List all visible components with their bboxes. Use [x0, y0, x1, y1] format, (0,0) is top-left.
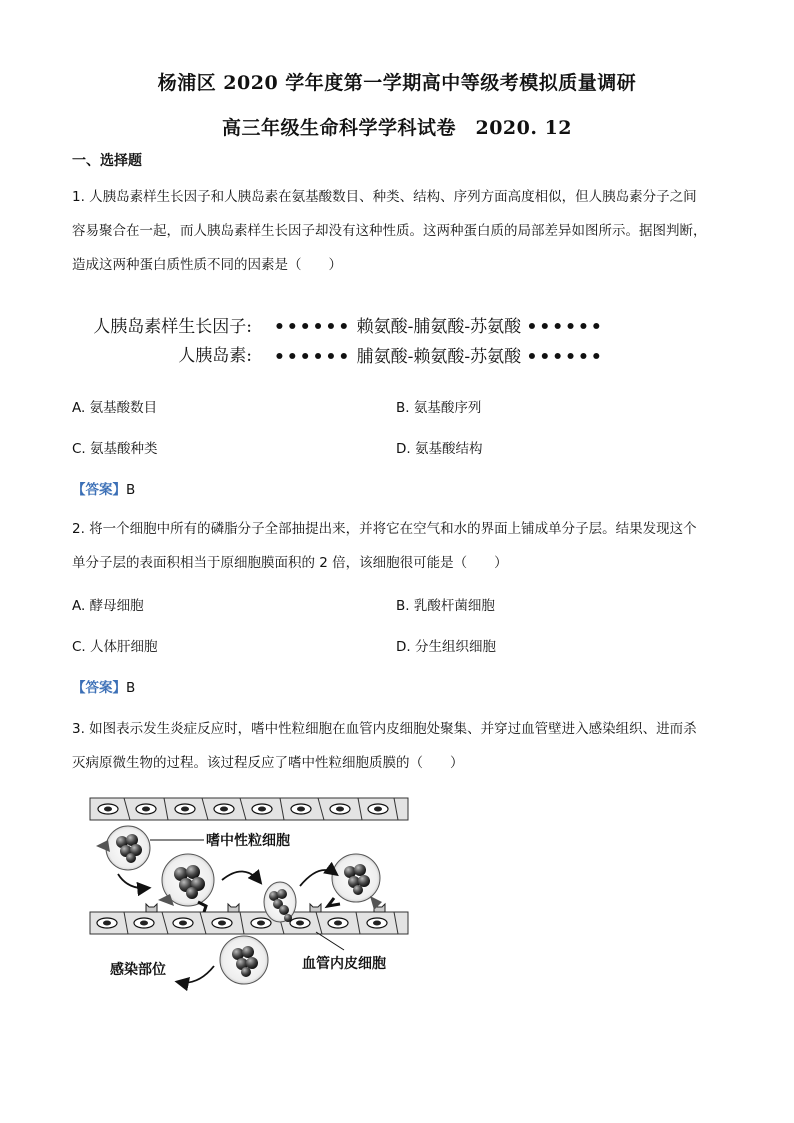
- endothelial-label-line: [316, 932, 344, 950]
- question-2-line-2: 单分子层的表面积相当于原细胞膜面积的 2 倍，该细胞很可能是（ ）: [72, 555, 508, 571]
- q1-answer-tag: 【答案】: [72, 482, 126, 498]
- q1-answer: [72, 478, 135, 498]
- q1-option-b[interactable]: B. 氨基酸序列: [396, 400, 482, 416]
- sequence-1-dots-right: ••••••: [526, 317, 604, 337]
- q1-option-a[interactable]: A. 氨基酸数目: [72, 400, 158, 416]
- neutrophil-2: [158, 854, 214, 912]
- neutrophil-migration-figure: [88, 790, 418, 1000]
- sequence-1-label: 人胰岛素样生长因子:: [93, 317, 252, 337]
- q2-option-c[interactable]: C. 人体肝细胞: [72, 639, 158, 655]
- neutrophil-3: [264, 882, 296, 922]
- q2-option-d[interactable]: D. 分生组织细胞: [396, 639, 496, 655]
- question-2-line-1: 2. 将一个细胞中所有的磷脂分子全部抽提出来，并将它在空气和水的界面上铺成单分子层。结果发现这个: [72, 521, 697, 537]
- neutrophil-1: [96, 826, 150, 870]
- sequence-2-label: 人胰岛素:: [178, 346, 252, 366]
- question-3-line-2: 灭病原微生物的过程。该过程反应了嗜中性粒细胞质膜的（ ）: [72, 755, 464, 771]
- neutrophil-5: [220, 936, 268, 984]
- q2-answer-tag: 【答案】: [72, 680, 126, 696]
- q1-answer-value: B: [126, 482, 136, 498]
- sequence-1: [274, 312, 604, 337]
- sequence-1-text: 赖氨酸-脯氨酸-苏氨酸: [356, 317, 522, 337]
- label-infection-site: 感染部位: [110, 962, 166, 978]
- neutrophil-4: [328, 854, 382, 910]
- exam-title: 杨浦区 2020 学年度第一学期高中等级考模拟质量调研: [157, 72, 637, 94]
- q2-option-b[interactable]: B. 乳酸杆菌细胞: [396, 598, 495, 614]
- bottom-endothelial-layer: [90, 912, 408, 934]
- question-3-stem: [72, 712, 724, 780]
- q2-option-a[interactable]: A. 酵母细胞: [72, 598, 144, 614]
- question-1-line-2: 容易聚合在一起，而人胰岛素样生长因子却没有这种性质。这两种蛋白质的局部差异如图所示。据图判断，: [72, 223, 707, 239]
- label-neutrophil: 嗜中性粒细胞: [206, 833, 290, 849]
- sequence-2-dots-left: ••••••: [274, 347, 352, 367]
- q2-answer-value: B: [126, 680, 136, 696]
- question-2-stem: [72, 512, 724, 580]
- top-endothelial-layer: [90, 798, 408, 820]
- question-1-line-1: 1. 人胰岛素样生长因子和人胰岛素在氨基酸数目、种类、结构、序列方面高度相似，但人胰岛素分子之间: [72, 189, 697, 205]
- sequence-2-dots-right: ••••••: [526, 347, 604, 367]
- sequence-2: [274, 342, 604, 367]
- q1-option-c[interactable]: C. 氨基酸种类: [72, 441, 158, 457]
- sequence-1-dots-left: ••••••: [274, 317, 352, 337]
- q1-option-d[interactable]: D. 氨基酸结构: [396, 441, 483, 457]
- section-title: 一、选择题: [72, 153, 142, 169]
- question-1-line-3: 造成这两种蛋白质性质不同的因素是（ ）: [72, 257, 342, 273]
- sequence-2-text: 脯氨酸-赖氨酸-苏氨酸: [356, 347, 522, 367]
- question-1-stem: [72, 180, 724, 282]
- label-endothelial: 血管内皮细胞: [302, 956, 386, 972]
- q2-answer: [72, 676, 135, 696]
- exam-subtitle: 高三年级生命科学学科试卷 2020. 12: [221, 117, 573, 139]
- question-3-line-1: 3. 如图表示发生炎症反应时，嗜中性粒细胞在血管内皮细胞处聚集、并穿过血管壁进入感染组织、进而杀: [72, 721, 697, 737]
